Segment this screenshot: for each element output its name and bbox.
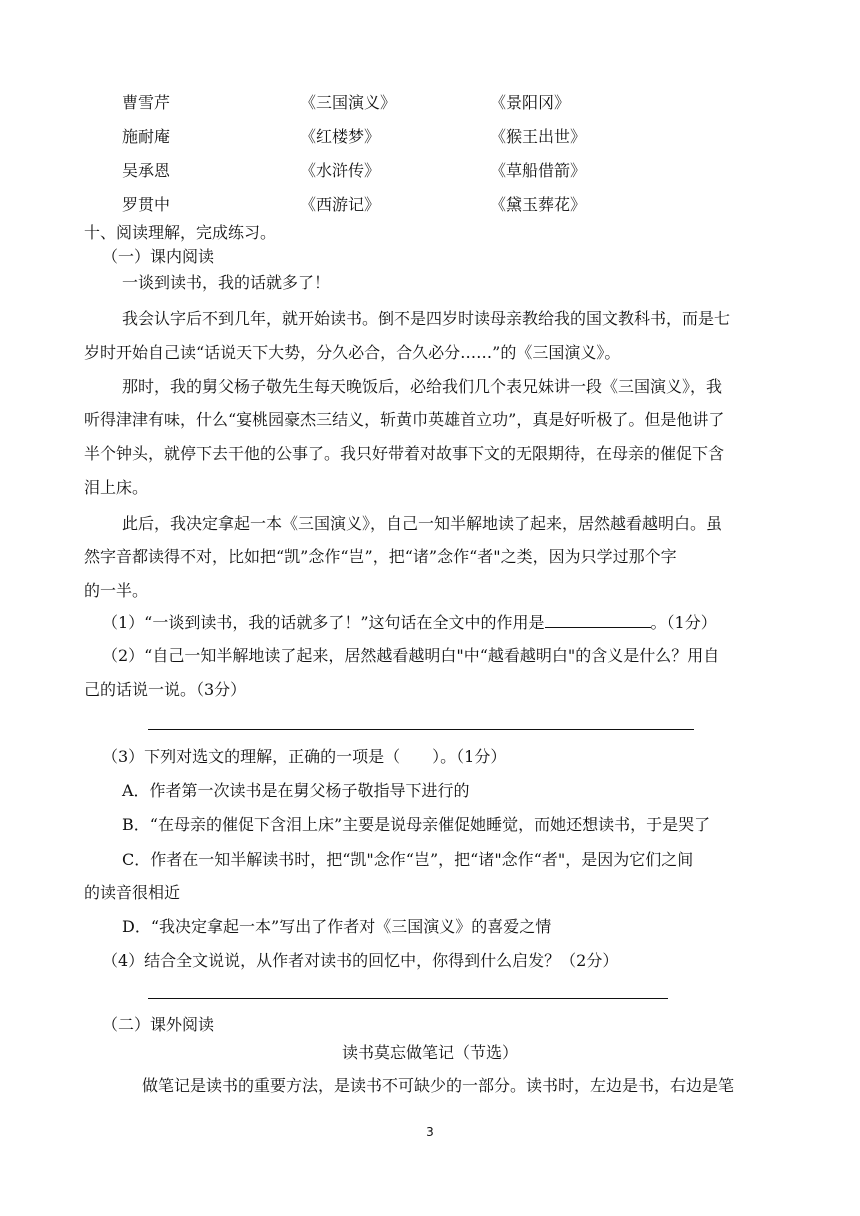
part2-heading: （二）课外阅读 xyxy=(102,1015,215,1034)
book-2: 《红楼梦》 xyxy=(300,127,381,146)
question-3: （3）下列对选文的理解，正确的一项是（ ）。（1分） xyxy=(102,747,507,766)
question-1 xyxy=(102,611,717,634)
author-3: 吴承恩 xyxy=(122,161,171,180)
passage-p4-line1: 此后，我决定拿起一本《三国演义》，自己一知半解地读了起来，居然越看越明白。虽 xyxy=(122,514,723,533)
passage-p3-line4: 泪上床。 xyxy=(84,478,149,497)
book-3: 《水浒传》 xyxy=(300,161,381,180)
book-4: 《西游记》 xyxy=(300,195,381,214)
passage-p3-line2: 听得津津有味，什么“宴桃园豪杰三结义，斩黄巾英雄首立功”，真是好听极了。但是他讲了 xyxy=(84,410,725,429)
passage-p1: 一谈到读书，我的话就多了！ xyxy=(122,273,331,292)
question-1-answer-blank[interactable] xyxy=(545,611,651,628)
option-c-line2: 的读音很相近 xyxy=(84,883,181,902)
question-2-line2: 己的话说一说。（3分） xyxy=(84,680,247,699)
part1-heading: （一）课内阅读 xyxy=(102,247,215,266)
author-4: 罗贯中 xyxy=(122,195,171,214)
question-2-line1: （2）“自己一知半解地读了起来，居然越看越明白"中“越看越明白"的含义是什么？用自 xyxy=(102,646,720,665)
chapter-1: 《景阳冈》 xyxy=(490,93,571,112)
question-4-answer-line[interactable] xyxy=(148,998,668,999)
passage-p2-line1: 我会认字后不到几年，就开始读书。倒不是四岁时读母亲教给我的国文教科书，而是七 xyxy=(122,309,731,328)
passage-p3-line3: 半个钟头，就停下去干他的公事了。我只好带着对故事下文的无限期待，在母亲的催促下含 xyxy=(84,444,725,463)
option-c-line1: C．作者在一知半解读书时，把“凯"念作“岂”，把“诸"念作“者"，是因为它们之间 xyxy=(122,850,694,869)
question-1-score: 。（1分） xyxy=(650,613,717,632)
author-2: 施耐庵 xyxy=(122,127,171,146)
section-title: 十、阅读理解，完成练习。 xyxy=(84,223,277,242)
chapter-4: 《黛玉葬花》 xyxy=(490,195,587,214)
passage-p3-line1: 那时，我的舅父杨子敬先生每天晚饭后，必给我们几个表兄妹讲一段《三国演义》，我 xyxy=(122,377,723,396)
page-number: 3 xyxy=(426,1125,434,1139)
option-a: A．作者第一次读书是在舅父杨子敬指导下进行的 xyxy=(122,781,470,800)
author-1: 曹雪芹 xyxy=(122,93,171,112)
option-b: B．“在母亲的催促下含泪上床”主要是说母亲催促她睡觉，而她还想读书，于是哭了 xyxy=(122,815,711,834)
option-d: D．“我决定拿起一本”写出了作者对《三国演义》的喜爱之情 xyxy=(122,917,552,936)
book-1: 《三国演义》 xyxy=(300,93,397,112)
passage-p4-line3: 的一半。 xyxy=(84,581,149,600)
article-title: 读书莫忘做笔记（节选） xyxy=(341,1043,518,1062)
chapter-2: 《猴王出世》 xyxy=(490,127,587,146)
question-1-text: （1）“一谈到读书，我的话就多了！”这句话在全文中的作用是 xyxy=(102,613,545,632)
passage-p2-line2: 岁时开始自己读“话说天下大势，分久必合，合久必分……”的《三国演义》。 xyxy=(84,343,621,362)
passage-p4-line2: 然字音都读得不对，比如把“凯”念作“岂”，把“诸”念作“者"之类，因为只学过那个字 xyxy=(84,547,677,566)
chapter-3: 《草船借箭》 xyxy=(490,161,587,180)
question-2-answer-line[interactable] xyxy=(148,729,694,730)
question-4: （4）结合全文说说，从作者对读书的回忆中，你得到什么启发？（2分） xyxy=(102,951,619,970)
article-p1: 做笔记是读书的重要方法，是读书不可缺少的一部分。读书时，左边是书，右边是笔 xyxy=(142,1076,735,1095)
